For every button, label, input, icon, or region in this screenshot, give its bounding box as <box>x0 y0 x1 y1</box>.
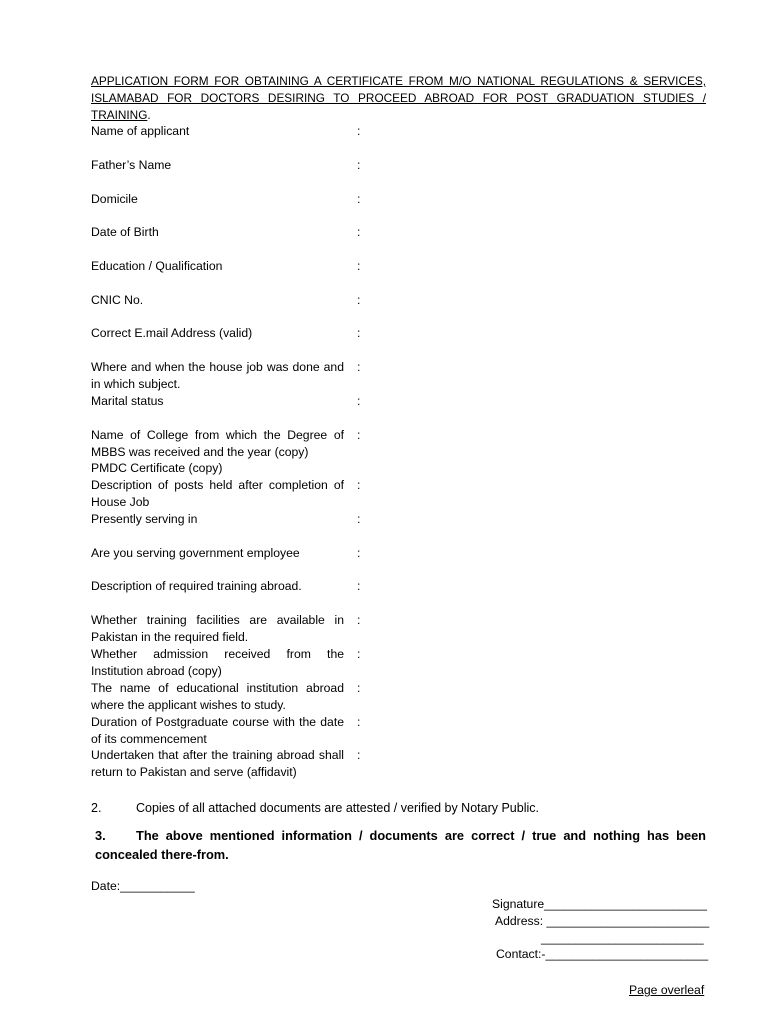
field-admission-colon: : <box>357 647 361 661</box>
field-name-of-applicant-colon: : <box>357 124 361 138</box>
field-government-employee-colon: : <box>357 546 361 560</box>
field-name-of-applicant-label: Name of applicant <box>91 124 190 138</box>
field-duration-colon: : <box>357 715 361 729</box>
field-fathers-name-label: Father’s Name <box>91 158 172 172</box>
field-undertaking-label: Undertaken that after the training abroad shall return to Pakistan and serve (affidavit) <box>91 748 344 779</box>
field-date-of-birth-label: Date of Birth <box>91 225 159 239</box>
field-pmdc-label: PMDC Certificate (copy) <box>91 461 223 475</box>
field-date-of-birth-colon: : <box>357 225 361 239</box>
page-overleaf-note: Page overleaf <box>629 983 705 997</box>
form-title-line1: APPLICATION FORM FOR OBTAINING A CERTIFICATE FROM M/O NATIONAL REGULATIONS & SERVICES, <box>91 74 706 88</box>
field-cnic-colon: : <box>357 293 361 307</box>
field-email-colon: : <box>357 326 361 340</box>
paragraph-3-line2: concealed there-from. <box>95 847 229 862</box>
field-institution-colon: : <box>357 681 361 695</box>
field-education-colon: : <box>357 259 361 273</box>
field-marital-status-label: Marital status <box>91 394 164 408</box>
field-government-employee-label: Are you serving government employee <box>91 546 300 560</box>
field-facilities-colon: : <box>357 613 361 627</box>
field-education-label: Education / Qualification <box>91 259 223 273</box>
field-admission-label: Whether admission received from the Institution abroad (copy) <box>91 647 344 678</box>
signature-line: Signature________________________ <box>492 897 707 911</box>
field-cnic-label: CNIC No. <box>91 293 144 307</box>
field-training-abroad-colon: : <box>357 579 361 593</box>
paragraph-2-text: Copies of all attached documents are attested / verified by Notary Public. <box>136 801 539 815</box>
field-presently-serving-label: Presently serving in <box>91 512 198 526</box>
contact-line: Contact:-________________________ <box>496 947 709 961</box>
field-presently-serving-colon: : <box>357 512 361 526</box>
address-line: Address: ________________________ <box>495 914 710 928</box>
field-fathers-name-colon: : <box>357 158 361 172</box>
field-posts-held-label: Description of posts held after completion of House Job <box>91 478 344 509</box>
paragraph-3-line1: The above mentioned information / documents are correct / true and nothing has been <box>136 828 706 843</box>
field-domicile-label: Domicile <box>91 192 138 206</box>
paragraph-3-number: 3. <box>95 828 106 843</box>
field-facilities-label: Whether training facilities are available in Pakistan in the required field. <box>91 613 344 644</box>
field-college-label: Name of College from which the Degree of MBBS was received and the year (copy) <box>91 428 344 459</box>
field-undertaking-colon: : <box>357 748 361 762</box>
form-title <box>91 73 706 124</box>
field-institution-label: The name of educational institution abroad where the applicant wishes to study. <box>91 681 344 712</box>
field-house-job-label: Where and when the house job was done and in which subject. <box>91 360 344 391</box>
field-college-colon: : <box>357 428 361 442</box>
address-line-2: ________________________ <box>541 931 704 945</box>
field-email-label: Correct E.mail Address (valid) <box>91 326 253 340</box>
field-duration-label: Duration of Postgraduate course with the date of its commencement <box>91 715 344 746</box>
form-title-line2: ISLAMABAD FOR DOCTORS DESIRING TO PROCEED ABROAD FOR POST GRADUATION STUDIES / TRAINING. <box>91 91 706 122</box>
field-marital-status-colon: : <box>357 394 361 408</box>
paragraph-3 <box>91 826 706 864</box>
field-training-abroad-label: Description of required training abroad. <box>91 579 302 593</box>
field-house-job-colon: : <box>357 360 361 374</box>
field-posts-held-colon: : <box>357 478 361 492</box>
date-field: Date:___________ <box>91 879 195 893</box>
field-domicile-colon: : <box>357 192 361 206</box>
paragraph-2-number: 2. <box>91 801 102 815</box>
